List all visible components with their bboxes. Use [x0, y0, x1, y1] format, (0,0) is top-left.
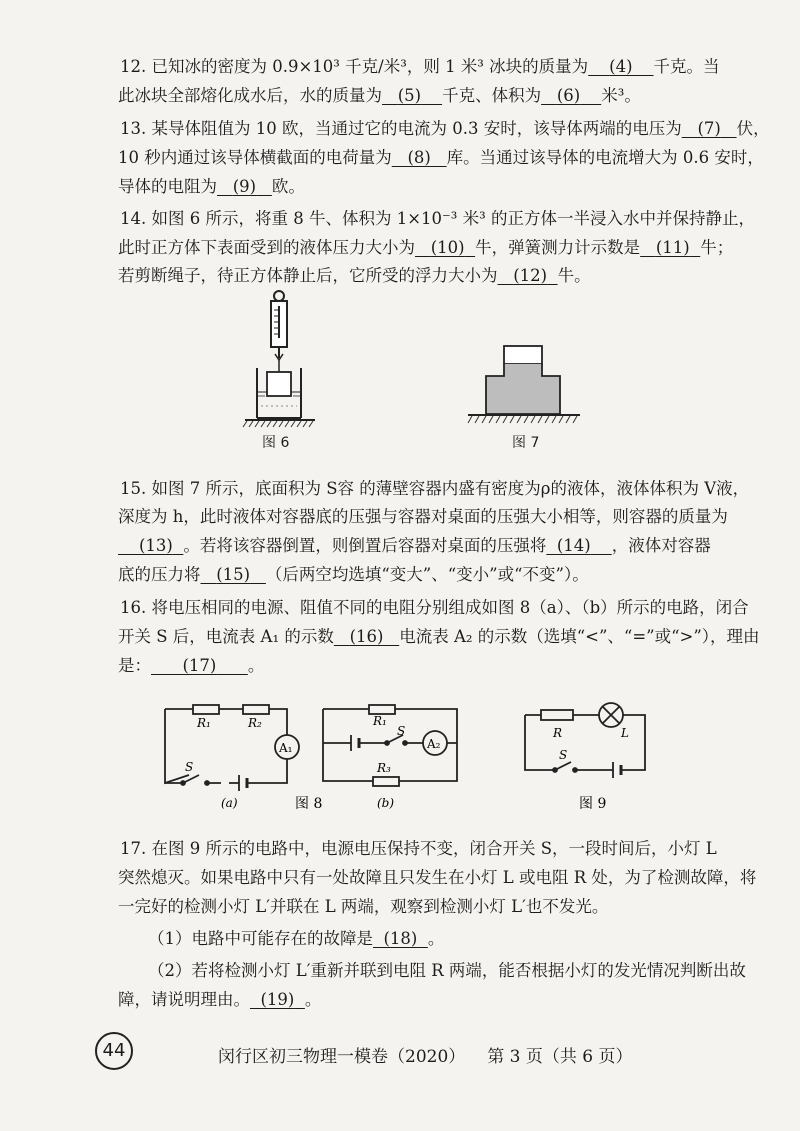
- q15-line3: (13) 。若将该容器倒置，则倒置后容器对桌面的压强将 (14) ，液体对容器: [118, 535, 711, 557]
- switch-s-label-a: S: [185, 760, 194, 774]
- answer-blank-18: (18): [383, 929, 418, 948]
- answer-blank-6: (6): [556, 86, 581, 105]
- q16-line2: 开关 S 后，电流表 A₁ 的示数 (16) 电流表 A₂ 的示数（选填“<”、“=”或“>”），理由: [118, 627, 760, 646]
- answer-blank-7: (7): [697, 119, 721, 138]
- q17-line2: 突然熄灭。如果电路中只有一处故障且只发生在小灯 L 或电阻 R 处，为了检测故障，将: [118, 868, 757, 887]
- figure-7-caption: 图 7: [512, 435, 540, 451]
- answer-blank-12: (12): [513, 266, 548, 285]
- q14-line2: 此时正方体下表面受到的液体压力大小为 (10) 牛，弹簧测力计示数是 (11) 牛；: [118, 238, 734, 257]
- q13-line1: 13. 某导体阻值为 10 欧，当通过它的电流为 0.3 安时，该导体两端的电压为 (7) 伏，: [120, 119, 770, 138]
- page-footer: [218, 1042, 655, 1067]
- figure-8: [155, 695, 475, 815]
- container-diagram: [460, 342, 590, 428]
- answer-blank-5: (5): [397, 86, 422, 105]
- q12-line1: 12. 已知冰的密度为 0.9×10³ 千克/米³，则 1 米³ 冰块的质量为 (4) 千克。当: [120, 57, 720, 76]
- resistor-r-label: R: [553, 726, 563, 740]
- circuit-diagram-9: [515, 695, 665, 815]
- q17-line1: 17. 在图 9 所示的电路中，电源电压保持不变，闭合开关 S，一段时间后，小灯 L: [120, 839, 717, 858]
- figure-6: [235, 288, 335, 428]
- answer-blank-11: (11): [655, 238, 690, 257]
- answer-blank-4: (4): [609, 57, 633, 76]
- answer-blank-10: (10): [430, 238, 465, 257]
- answer-blank-8: (8): [407, 148, 431, 167]
- q15-line4: 底的压力将 (15) （后两空均选填“变大”、“变小”或“不变”）。: [118, 565, 589, 584]
- lamp-l-label: L: [621, 726, 629, 740]
- figure-8b-caption: (b): [377, 796, 395, 810]
- ammeter-a2-label: A₂: [427, 737, 441, 751]
- resistor-r1-label: R₁: [197, 716, 211, 730]
- resistor-r2-label: R₂: [248, 716, 262, 730]
- q13-line2: 10 秒内通过该导体横截面的电荷量为 (8) 库。当通过该导体的电流增大为 0.6 安时，: [118, 148, 764, 167]
- switch-s-label-9: S: [559, 748, 568, 762]
- figure-9-caption: 图 9: [579, 796, 607, 812]
- q16-line1: 16. 将电压相同的电源、阻值不同的电阻分别组成如图 8（a）、（b）所示的电路，闭合: [120, 598, 749, 617]
- answer-blank-17: (17): [182, 656, 217, 675]
- q15-line1: 15. 如图 7 所示，底面积为 S容 的薄壁容器内盛有密度为ρ的液体，液体体积为 V液，: [120, 479, 750, 498]
- spring-scale-diagram: [235, 288, 335, 428]
- page-indicator: 第 3 页（共 6 页）: [487, 1047, 633, 1067]
- answer-blank-9: (9): [232, 177, 257, 196]
- answer-blank-14: (14): [556, 536, 591, 555]
- resistor-r1-label-b: R₁: [373, 714, 387, 728]
- q17-line3: 一完好的检测小灯 L′并联在 L 两端，观察到检测小灯 L′也不发光。: [118, 897, 609, 916]
- q14-line1: 14. 如图 6 所示，将重 8 牛、体积为 1×10⁻³ 米³ 的正方体一半浸入水中并保持静止，: [120, 209, 755, 228]
- q15-line2: 深度为 h，此时液体对容器底的压强与容器对桌面的压强大小相等，则容器的质量为: [118, 507, 728, 526]
- switch-s-label-b: S: [397, 724, 406, 738]
- ammeter-a1-label: A₁: [279, 741, 293, 755]
- exam-title: 闵行区初三物理一模卷（2020）: [218, 1047, 466, 1067]
- figure-6-caption: 图 6: [262, 435, 290, 451]
- answer-blank-13: (13): [138, 536, 173, 555]
- q12-line2: 此冰块全部熔化成水后，水的质量为 (5) 千克、体积为 (6) 米³。: [118, 86, 641, 105]
- q17-line6: 障，请说明理由。 (19) 。: [118, 990, 322, 1009]
- figure-9: [515, 695, 665, 815]
- q17-line5: （2）若将检测小灯 L′重新并联到电阻 R 两端，能否根据小灯的发光情况判断出故: [148, 961, 746, 980]
- answer-blank-15: (15): [216, 565, 251, 584]
- circuit-diagram-8: [155, 695, 475, 815]
- answer-blank-16: (16): [349, 627, 384, 646]
- q13-line3: 导体的电阻为 (9) 欧。: [118, 177, 305, 196]
- q14-line3: 若剪断绳子，待正方体静止后，它所受的浮力大小为 (12) 牛。: [118, 266, 591, 285]
- figure-8-caption: 图 8: [295, 796, 323, 812]
- q16-line3: 是： (17) 。: [118, 656, 265, 675]
- figure-8a-caption: (a): [221, 796, 238, 810]
- resistor-r3-label: R₃: [377, 761, 391, 775]
- page-number-badge: 44: [95, 1032, 133, 1070]
- answer-blank-19: (19): [260, 990, 295, 1009]
- q17-line4: （1）电路中可能存在的故障是 (18) 。: [148, 929, 445, 948]
- figure-7: [460, 342, 590, 428]
